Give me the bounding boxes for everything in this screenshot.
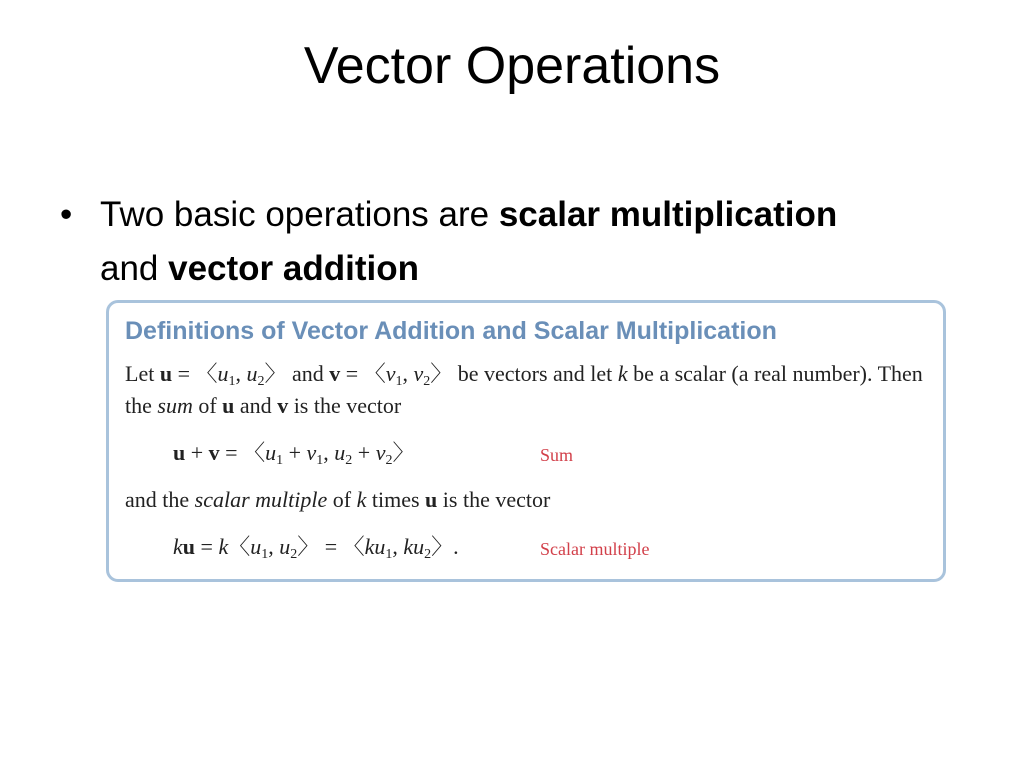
intro-and: and — [234, 393, 278, 418]
scalar-equation: ku = k〈$u_1$, $u_2$〉 = 〈$ku_1$, $ku_2$〉. — [173, 534, 459, 562]
bullet-marker: • — [60, 195, 73, 234]
vector-v-def: v = 〈$v_1$, $v_2$〉 — [329, 361, 453, 389]
intro-is-vector: is the vector — [288, 393, 402, 418]
scalar-line-suffix: is the vector — [437, 487, 551, 512]
definition-heading: Definitions of Vector Addition and Scalar Multiplication — [125, 317, 777, 345]
sum-label: Sum — [540, 445, 574, 465]
scalar-multiple-label: Scalar multiple — [540, 539, 650, 559]
sum-equation: u + v = 〈$u_1 + v_1$, $u_2 + v_2$〉 — [173, 440, 415, 468]
intro-let: Let — [125, 361, 160, 386]
vector-u-def: u = 〈$u_1$, $u_2$〉 — [159, 361, 287, 389]
intro-scalar-phrase: be a scalar (a real number). Then the — [125, 361, 923, 418]
scalar-line-prefix: and the — [125, 487, 195, 512]
scalar-line-times: times — [366, 487, 426, 512]
definition-intro: Let u = 〈$u_1$, $u_2$〉 and v = 〈$v_1$, $v_2$〉 be vectors and let k be a scalar (a real number). Then the sum of u and v is the vector — [125, 361, 923, 418]
intro-after-vectors: be vectors and let — [452, 361, 618, 386]
intro-sum-word: sum — [157, 393, 193, 418]
bullet-term-vector-addition: vector addition — [168, 249, 419, 288]
slide-title: Vector Operations — [303, 37, 721, 95]
bullet-item — [60, 188, 980, 296]
scalar-line-of: of — [327, 487, 357, 512]
scalar-definition-line: and the scalar multiple of k times u is the vector — [125, 487, 551, 512]
definition-box — [106, 300, 946, 582]
bullet-prefix: Two basic operations are — [100, 195, 499, 234]
bullet-term-scalar-multiplication: scalar multiplication — [498, 195, 838, 234]
bullet-middle: and — [100, 249, 169, 288]
scalar-line-term: scalar multiple — [194, 487, 328, 512]
bullet-text — [100, 188, 980, 296]
intro-of: of — [192, 393, 223, 418]
